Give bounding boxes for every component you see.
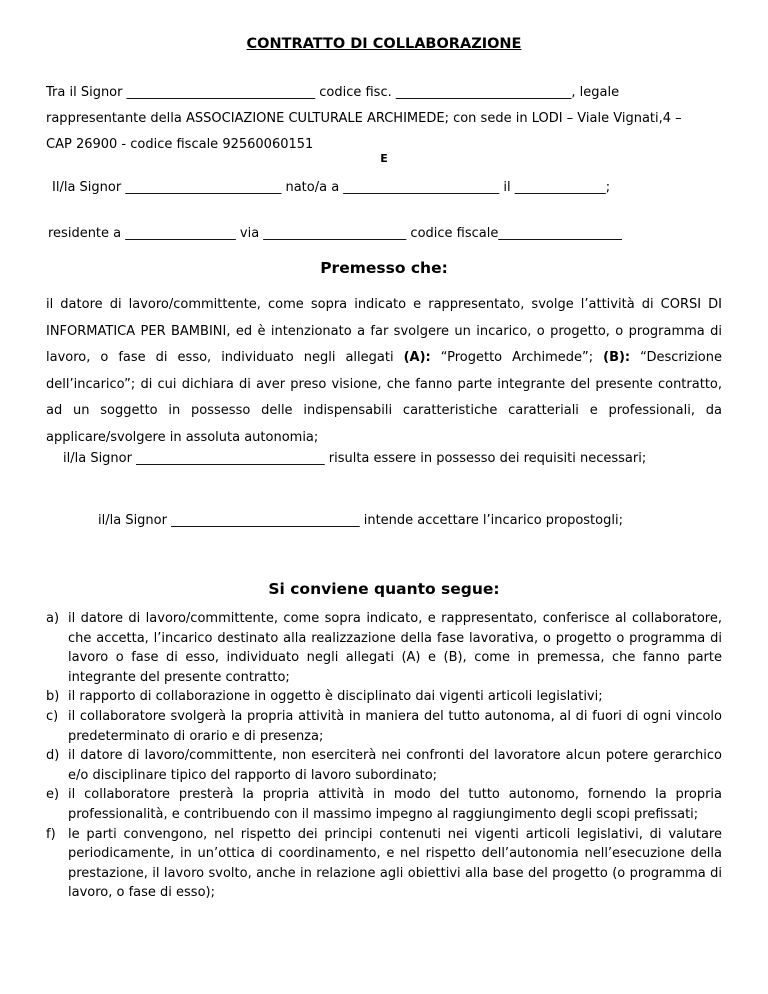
clause-text: il datore di lavoro/committente, non eserciterà nei confronti del lavoratore alcun potere gerarchico e/o disciplinare tipico del rapporto di lavoro subordinato; xyxy=(68,748,722,783)
clause-text: il datore di lavoro/committente, come sopra indicato, e rappresentato, conferisce al collaboratore, che accetta, l’incarico destinato alla realizzazione della fase lavorativa, o progetto o programma di lavoro o fase di esso, individuato negli allegati (A) e (B), come in premessa, che fanno parte integrante del presente contratto; xyxy=(68,611,722,685)
clause-text: il rapporto di collaborazione in oggetto è disciplinato dai vigenti articoli legislativi; xyxy=(68,689,603,705)
clause-marker: c) xyxy=(46,708,59,724)
premesso-text-1: il datore di lavoro/committente, come sopra indicato e rappresentato, svolge l’attività di CORSI DI INFORMATICA PER BAMBINI, ed è intenzionato a far svolgere un incarico, o progetto, o programma di lavoro, o fase di esso, individuato negli allegati xyxy=(46,297,722,365)
clause-marker: a) xyxy=(46,611,60,626)
clause-marker: b) xyxy=(46,689,60,705)
intro-line-3: CAP 26900 - codice fiscale 92560060151 xyxy=(46,137,314,152)
premesso-paragraph xyxy=(46,292,722,451)
page-title: CONTRATTO DI COLLABORAZIONE xyxy=(246,36,522,52)
clause-item xyxy=(46,746,722,785)
clause-text: il collaboratore presterà la propria attività in modo del tutto autonomo, fornendo la propria professionalità, e contribuendo con il massimo impegno al raggiungimento degli scopi prefissati; xyxy=(68,787,722,822)
intro-line-2: rappresentante della ASSOCIAZIONE CULTURALE ARCHIMEDE; con sede in LODI – Viale Vignati,4 – xyxy=(46,111,682,126)
clause-item xyxy=(46,785,722,824)
e-separator: E xyxy=(380,152,388,165)
acceptance-line: il/la Signor _____________________________ intende accettare l’incarico propostogli; xyxy=(98,513,623,528)
clause-marker: d) xyxy=(46,748,60,764)
conviene-heading: Si conviene quanto segue: xyxy=(268,580,500,598)
intro-paragraph xyxy=(46,80,722,158)
premesso-text-2: “Progetto Archimede”; xyxy=(430,350,604,365)
clause-item xyxy=(46,609,722,687)
clause-marker: f) xyxy=(46,826,56,842)
party-line-1: Il/la Signor ________________________ nato/a a ________________________ il ______________; xyxy=(52,180,611,195)
clause-text: le parti convengono, nel rispetto dei principi contenuti nei vigenti articoli legislativi, di valutare periodicamente, in un’ottica di coordinamento, e nel rispetto dell’autonomia nell’esecuzione della prestazione, il lavoro svolto, anche in relazione agli obiettivi alla base del progetto (o programma di lavoro, o fase di esso); xyxy=(68,826,722,901)
clause-item xyxy=(46,825,722,903)
attachment-b-label: (B): xyxy=(603,350,631,365)
clause-item xyxy=(46,687,722,707)
attachment-a-label: (A): xyxy=(403,350,431,365)
requirements-line: il/la Signor _____________________________ risulta essere in possesso dei requisiti necessari; xyxy=(63,451,647,466)
premesso-text-3: “Descrizione dell’incarico”; di cui dichiara di aver preso visione, che fanno parte integrante del presente contratto, ad un soggetto in possesso delle indispensabili caratteristiche caratteriali e professionali, da applicare/svolgere in assoluta autonomia; xyxy=(46,350,723,445)
clause-item xyxy=(46,707,722,746)
party-line-2: residente a _________________ via ______________________ codice fiscale___________________ xyxy=(48,226,622,241)
premesso-heading: Premesso che: xyxy=(320,259,448,277)
clauses-list xyxy=(46,609,722,903)
clause-text: il collaboratore svolgerà la propria attività in maniera del tutto autonoma, al di fuori di ogni vincolo predeterminato di orario e di presenza; xyxy=(68,708,722,744)
intro-line-1: Tra il Signor _____________________________ codice fisc. ___________________________, legale xyxy=(46,85,620,100)
clause-marker: e) xyxy=(46,787,60,803)
